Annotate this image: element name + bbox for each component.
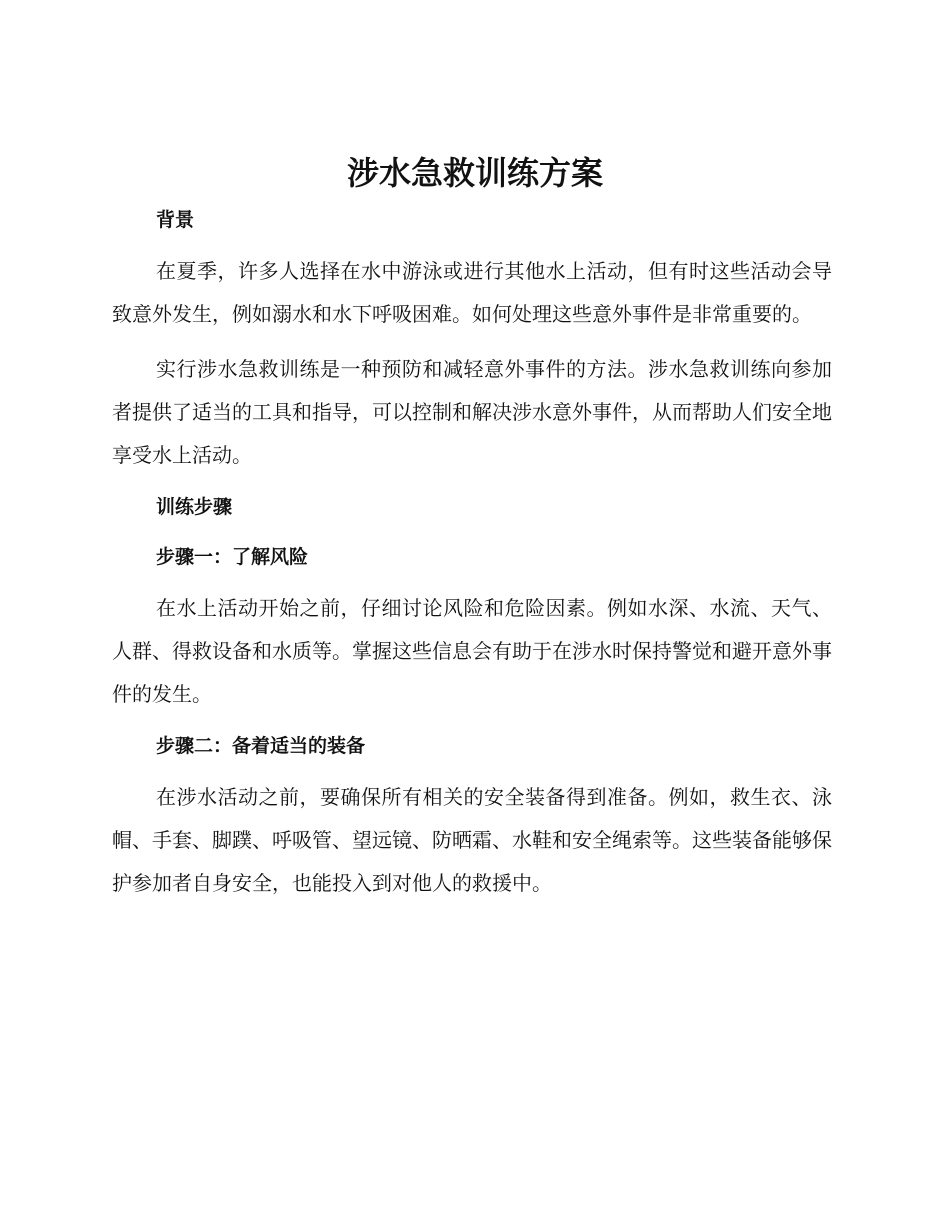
document-title: 涉水急救训练方案 [346,154,603,192]
section-heading-training-steps: 训练步骤 [156,496,233,518]
step-heading-2: 步骤二：备着适当的装备 [156,735,366,757]
paragraph-background-2: 实行涉水急救训练是一种预防和减轻意外事件的方法。涉水急救训练向参加者提供了适当的工具和指导，可以控制和解决涉水意外事件，从而帮助人们安全地享受水上活动。 [112,357,832,467]
document-body [112,200,832,905]
section-heading-background: 背景 [156,209,195,231]
paragraph-step-1: 在水上活动开始之前，仔细讨论风险和危险因素。例如水深、水流、天气、人群、得救设备和水质等。掌握这些信息会有助于在涉水时保持警觉和避开意外事件的发生。 [112,596,832,706]
step-heading-1: 步骤一：了解风险 [156,546,309,568]
paragraph-step-2: 在涉水活动之前，要确保所有相关的安全装备得到准备。例如，救生衣、泳帽、手套、脚蹼、呼吸管、望远镜、防晒霜、水鞋和安全绳索等。这些装备能够保护参加者自身安全，也能投入到对他人的救援中。 [112,785,832,895]
paragraph-background-1: 在夏季，许多人选择在水中游泳或进行其他水上活动，但有时这些活动会导致意外发生，例如溺水和水下呼吸困难。如何处理这些意外事件是非常重要的。 [112,259,832,326]
